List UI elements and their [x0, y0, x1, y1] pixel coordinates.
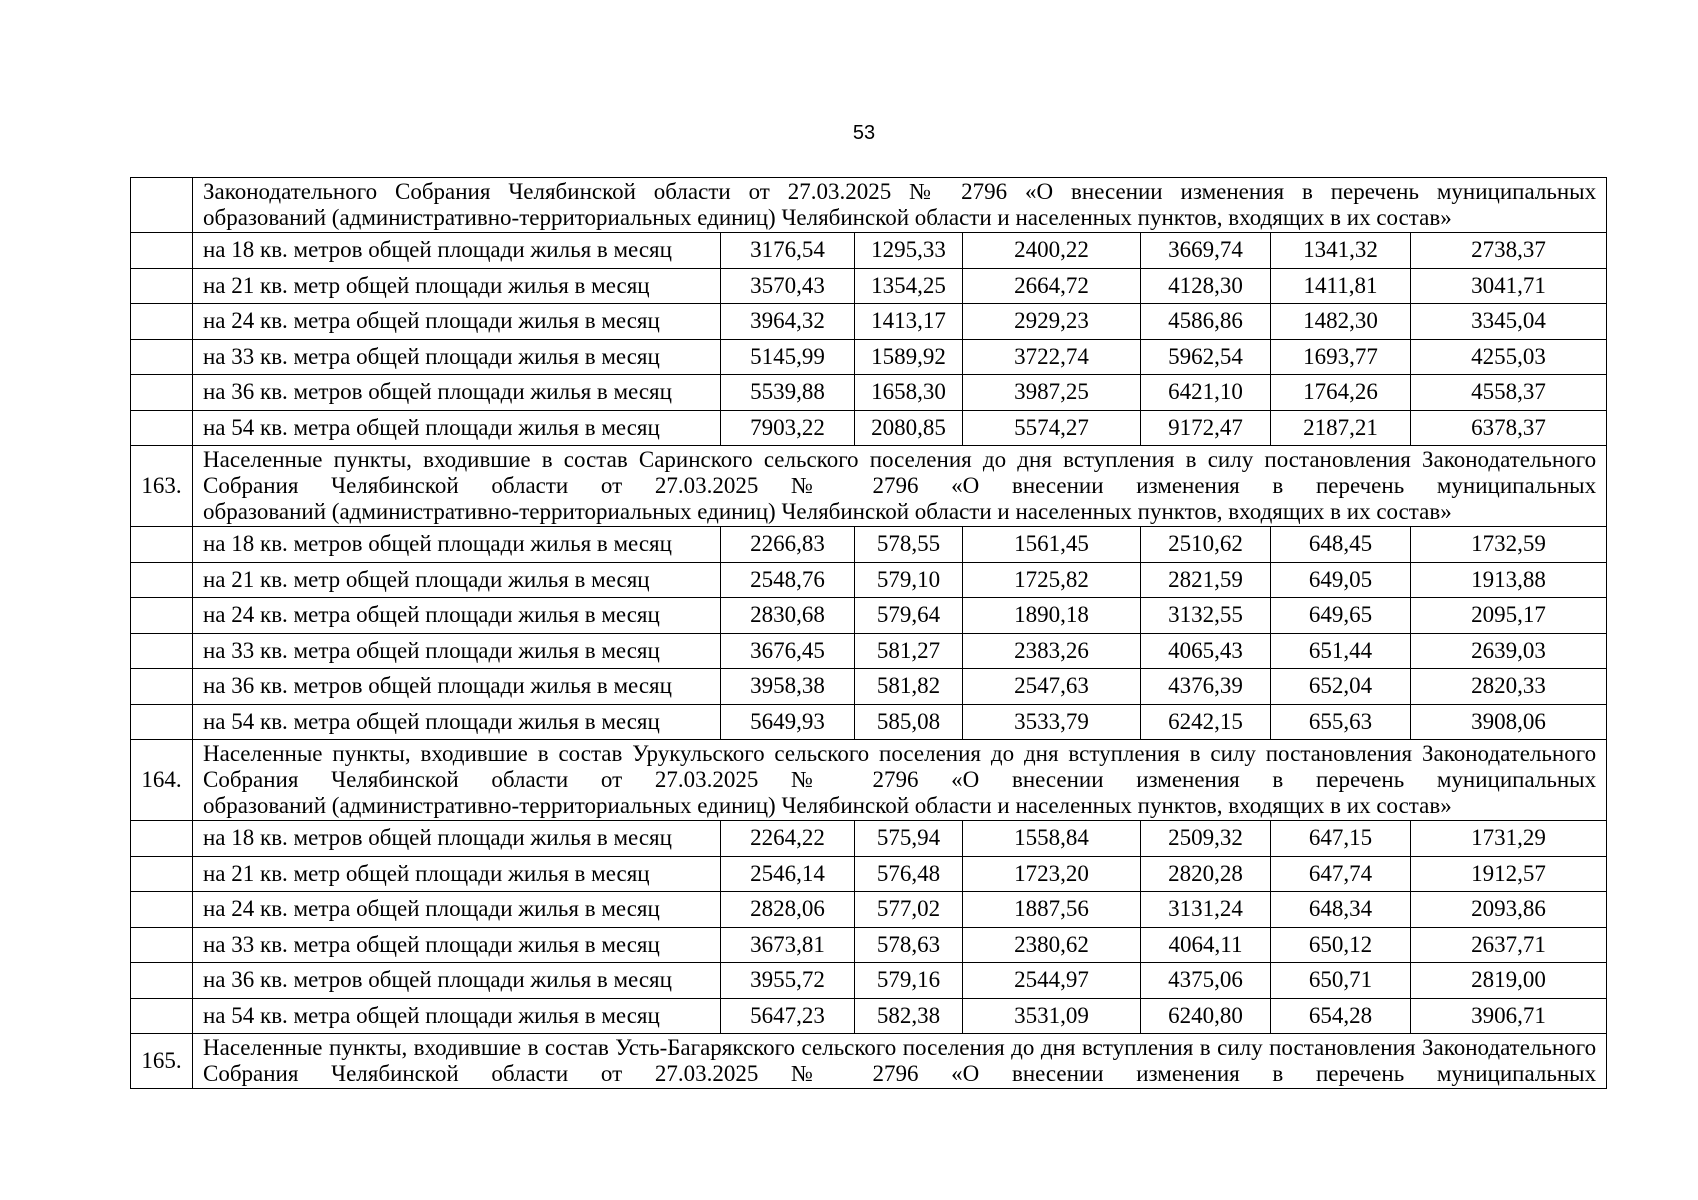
- value-cell: 576,48: [855, 856, 963, 892]
- table-row: [131, 410, 1607, 446]
- section-row: [131, 446, 1607, 527]
- value-cell: 1912,57: [1411, 856, 1607, 892]
- value-cell: 585,08: [855, 704, 963, 740]
- value-cell: 3964,32: [721, 304, 855, 340]
- value-cell: 1732,59: [1411, 527, 1607, 563]
- value-cell: 648,34: [1271, 892, 1411, 928]
- value-cell: 577,02: [855, 892, 963, 928]
- value-cell: 1693,77: [1271, 339, 1411, 375]
- value-cell: 3176,54: [721, 233, 855, 269]
- area-label: на 54 кв. метра общей площади жилья в месяц: [193, 704, 721, 740]
- page-number: 53: [852, 122, 876, 144]
- area-label: на 24 кв. метра общей площади жилья в месяц: [193, 304, 721, 340]
- table-row: [131, 233, 1607, 269]
- value-cell: 1341,32: [1271, 233, 1411, 269]
- row-number: [131, 892, 193, 928]
- section-description: [193, 1034, 1607, 1089]
- row-number: [131, 669, 193, 705]
- table-body: [131, 178, 1607, 1089]
- value-cell: 4558,37: [1411, 375, 1607, 411]
- value-cell: 5649,93: [721, 704, 855, 740]
- value-cell: 647,15: [1271, 821, 1411, 857]
- section-text-line: образований (административно-территориальных единиц) Челябинской области и населенных пунктов, входящих в их состав»: [203, 793, 1452, 818]
- value-cell: 652,04: [1271, 669, 1411, 705]
- table-row: [131, 704, 1607, 740]
- value-cell: 649,05: [1271, 562, 1411, 598]
- row-number: [131, 268, 193, 304]
- value-cell: 579,10: [855, 562, 963, 598]
- row-number: [131, 375, 193, 411]
- table-row: [131, 821, 1607, 857]
- tariff-table: [130, 177, 1607, 1089]
- section-description: [193, 178, 1607, 233]
- value-cell: 3722,74: [963, 339, 1141, 375]
- value-cell: 3955,72: [721, 963, 855, 999]
- value-cell: 3673,81: [721, 927, 855, 963]
- value-cell: 2664,72: [963, 268, 1141, 304]
- area-label: на 33 кв. метра общей площади жилья в месяц: [193, 927, 721, 963]
- value-cell: 2080,85: [855, 410, 963, 446]
- value-cell: 2637,71: [1411, 927, 1607, 963]
- row-number: [131, 998, 193, 1034]
- value-cell: 1295,33: [855, 233, 963, 269]
- section-text-line: Законодательного Собрания Челябинской области от 27.03.2025 № 2796 «О внесении изменения в перечень муниципальных: [203, 741, 1597, 792]
- value-cell: 2510,62: [1141, 527, 1271, 563]
- table-row: [131, 963, 1607, 999]
- value-cell: 1413,17: [855, 304, 963, 340]
- section-row: [131, 178, 1607, 233]
- value-cell: 2093,86: [1411, 892, 1607, 928]
- value-cell: 2095,17: [1411, 598, 1607, 634]
- section-text-line: Населенные пункты, входившие в состав Усть-Багарякского сельского поселения до дня вступления в силу постановления: [203, 1035, 1416, 1060]
- value-cell: 1589,92: [855, 339, 963, 375]
- value-cell: 6421,10: [1141, 375, 1271, 411]
- section-row: [131, 740, 1607, 821]
- row-number: 164.: [131, 740, 193, 821]
- value-cell: 4255,03: [1411, 339, 1607, 375]
- value-cell: 3345,04: [1411, 304, 1607, 340]
- value-cell: 1411,81: [1271, 268, 1411, 304]
- value-cell: 3131,24: [1141, 892, 1271, 928]
- value-cell: 2547,63: [963, 669, 1141, 705]
- value-cell: 1561,45: [963, 527, 1141, 563]
- row-number: [131, 304, 193, 340]
- area-label: на 36 кв. метров общей площади жилья в месяц: [193, 963, 721, 999]
- value-cell: 1558,84: [963, 821, 1141, 857]
- value-cell: 3676,45: [721, 633, 855, 669]
- area-label: на 18 кв. метров общей площади жилья в месяц: [193, 527, 721, 563]
- value-cell: 1913,88: [1411, 562, 1607, 598]
- area-label: на 21 кв. метр общей площади жилья в месяц: [193, 268, 721, 304]
- value-cell: 579,64: [855, 598, 963, 634]
- area-label: на 24 кв. метра общей площади жилья в месяц: [193, 598, 721, 634]
- table-row: [131, 998, 1607, 1034]
- table-row: [131, 892, 1607, 928]
- value-cell: 3958,38: [721, 669, 855, 705]
- value-cell: 650,12: [1271, 927, 1411, 963]
- value-cell: 7903,22: [721, 410, 855, 446]
- table-row: [131, 633, 1607, 669]
- value-cell: 3908,06: [1411, 704, 1607, 740]
- value-cell: 1354,25: [855, 268, 963, 304]
- value-cell: 2544,97: [963, 963, 1141, 999]
- value-cell: 2266,83: [721, 527, 855, 563]
- row-number: 163.: [131, 446, 193, 527]
- row-number: [131, 856, 193, 892]
- area-label: на 54 кв. метра общей площади жилья в месяц: [193, 998, 721, 1034]
- value-cell: 2546,14: [721, 856, 855, 892]
- section-text-line: образований (административно-территориальных единиц) Челябинской области и населенных пунктов, входящих в их состав»: [203, 499, 1452, 524]
- value-cell: 2929,23: [963, 304, 1141, 340]
- value-cell: 2821,59: [1141, 562, 1271, 598]
- value-cell: 3669,74: [1141, 233, 1271, 269]
- value-cell: 575,94: [855, 821, 963, 857]
- value-cell: 6242,15: [1141, 704, 1271, 740]
- value-cell: 2828,06: [721, 892, 855, 928]
- area-label: на 36 кв. метров общей площади жилья в месяц: [193, 375, 721, 411]
- value-cell: 2383,26: [963, 633, 1141, 669]
- section-text-line: Законодательного Собрания Челябинской области от 27.03.2025 № 2796 «О внесении изменения в перечень муниципальных: [203, 179, 1597, 204]
- section-description: [193, 446, 1607, 527]
- value-cell: 1482,30: [1271, 304, 1411, 340]
- row-number: [131, 233, 193, 269]
- value-cell: 5647,23: [721, 998, 855, 1034]
- area-label: на 36 кв. метров общей площади жилья в месяц: [193, 669, 721, 705]
- area-label: на 18 кв. метров общей площади жилья в месяц: [193, 233, 721, 269]
- value-cell: 2820,28: [1141, 856, 1271, 892]
- value-cell: 579,16: [855, 963, 963, 999]
- value-cell: 3570,43: [721, 268, 855, 304]
- value-cell: 2738,37: [1411, 233, 1607, 269]
- area-label: на 54 кв. метра общей площади жилья в месяц: [193, 410, 721, 446]
- value-cell: 3533,79: [963, 704, 1141, 740]
- value-cell: 4065,43: [1141, 633, 1271, 669]
- row-number: [131, 821, 193, 857]
- area-label: на 21 кв. метр общей площади жилья в месяц: [193, 562, 721, 598]
- value-cell: 654,28: [1271, 998, 1411, 1034]
- value-cell: 1658,30: [855, 375, 963, 411]
- row-number: [131, 410, 193, 446]
- row-number: [131, 339, 193, 375]
- value-cell: 4128,30: [1141, 268, 1271, 304]
- area-label: на 18 кв. метров общей площади жилья в месяц: [193, 821, 721, 857]
- value-cell: 3906,71: [1411, 998, 1607, 1034]
- row-number: 165.: [131, 1034, 193, 1089]
- value-cell: 3041,71: [1411, 268, 1607, 304]
- value-cell: 582,38: [855, 998, 963, 1034]
- table-row: [131, 304, 1607, 340]
- value-cell: 651,44: [1271, 633, 1411, 669]
- value-cell: 2548,76: [721, 562, 855, 598]
- table-row: [131, 856, 1607, 892]
- value-cell: 1887,56: [963, 892, 1141, 928]
- area-label: на 33 кв. метра общей площади жилья в месяц: [193, 339, 721, 375]
- value-cell: 9172,47: [1141, 410, 1271, 446]
- section-description: [193, 740, 1607, 821]
- value-cell: 2400,22: [963, 233, 1141, 269]
- value-cell: 1723,20: [963, 856, 1141, 892]
- value-cell: 6240,80: [1141, 998, 1271, 1034]
- value-cell: 581,82: [855, 669, 963, 705]
- value-cell: 1890,18: [963, 598, 1141, 634]
- table-row: [131, 268, 1607, 304]
- value-cell: 648,45: [1271, 527, 1411, 563]
- section-text-line: Населенные пункты, входившие в состав Саринского сельского поселения до дня вступления в силу постановления: [203, 447, 1411, 472]
- value-cell: 2830,68: [721, 598, 855, 634]
- value-cell: 2639,03: [1411, 633, 1607, 669]
- value-cell: 4064,11: [1141, 927, 1271, 963]
- value-cell: 3132,55: [1141, 598, 1271, 634]
- value-cell: 650,71: [1271, 963, 1411, 999]
- value-cell: 578,55: [855, 527, 963, 563]
- value-cell: 6378,37: [1411, 410, 1607, 446]
- row-number: [131, 598, 193, 634]
- value-cell: 649,65: [1271, 598, 1411, 634]
- value-cell: 3987,25: [963, 375, 1141, 411]
- value-cell: 5539,88: [721, 375, 855, 411]
- value-cell: 1731,29: [1411, 821, 1607, 857]
- area-label: на 33 кв. метра общей площади жилья в месяц: [193, 633, 721, 669]
- value-cell: 4375,06: [1141, 963, 1271, 999]
- section-text-line: образований (административно-территориальных единиц) Челябинской области и населенных пунктов, входящих в их состав»: [203, 205, 1452, 230]
- table-row: [131, 375, 1607, 411]
- row-number: [131, 704, 193, 740]
- value-cell: 4376,39: [1141, 669, 1271, 705]
- value-cell: 2819,00: [1411, 963, 1607, 999]
- table-row: [131, 927, 1607, 963]
- area-label: на 24 кв. метра общей площади жилья в месяц: [193, 892, 721, 928]
- section-row: [131, 1034, 1607, 1089]
- value-cell: 647,74: [1271, 856, 1411, 892]
- section-text-line: Населенные пункты, входившие в состав Урукульского сельского поселения до дня вступления в силу постановления: [203, 741, 1413, 766]
- value-cell: 5962,54: [1141, 339, 1271, 375]
- table-row: [131, 339, 1607, 375]
- value-cell: 1725,82: [963, 562, 1141, 598]
- table-row: [131, 669, 1607, 705]
- row-number: [131, 633, 193, 669]
- row-number: [131, 562, 193, 598]
- table-row: [131, 527, 1607, 563]
- value-cell: 2264,22: [721, 821, 855, 857]
- value-cell: 4586,86: [1141, 304, 1271, 340]
- table-row: [131, 562, 1607, 598]
- value-cell: 2509,32: [1141, 821, 1271, 857]
- value-cell: 1764,26: [1271, 375, 1411, 411]
- value-cell: 3531,09: [963, 998, 1141, 1034]
- row-number: [131, 963, 193, 999]
- value-cell: 578,63: [855, 927, 963, 963]
- row-number: [131, 178, 193, 233]
- value-cell: 581,27: [855, 633, 963, 669]
- table-row: [131, 598, 1607, 634]
- value-cell: 2380,62: [963, 927, 1141, 963]
- section-text-line: Законодательного Собрания Челябинской области от 27.03.2025 № 2796 «О внесении изменения в перечень муниципальных: [203, 1035, 1597, 1086]
- area-label: на 21 кв. метр общей площади жилья в месяц: [193, 856, 721, 892]
- row-number: [131, 927, 193, 963]
- value-cell: 655,63: [1271, 704, 1411, 740]
- value-cell: 5574,27: [963, 410, 1141, 446]
- value-cell: 5145,99: [721, 339, 855, 375]
- row-number: [131, 527, 193, 563]
- value-cell: 2187,21: [1271, 410, 1411, 446]
- section-text-line: Законодательного Собрания Челябинской области от 27.03.2025 № 2796 «О внесении изменения в перечень муниципальных: [203, 447, 1597, 498]
- value-cell: 2820,33: [1411, 669, 1607, 705]
